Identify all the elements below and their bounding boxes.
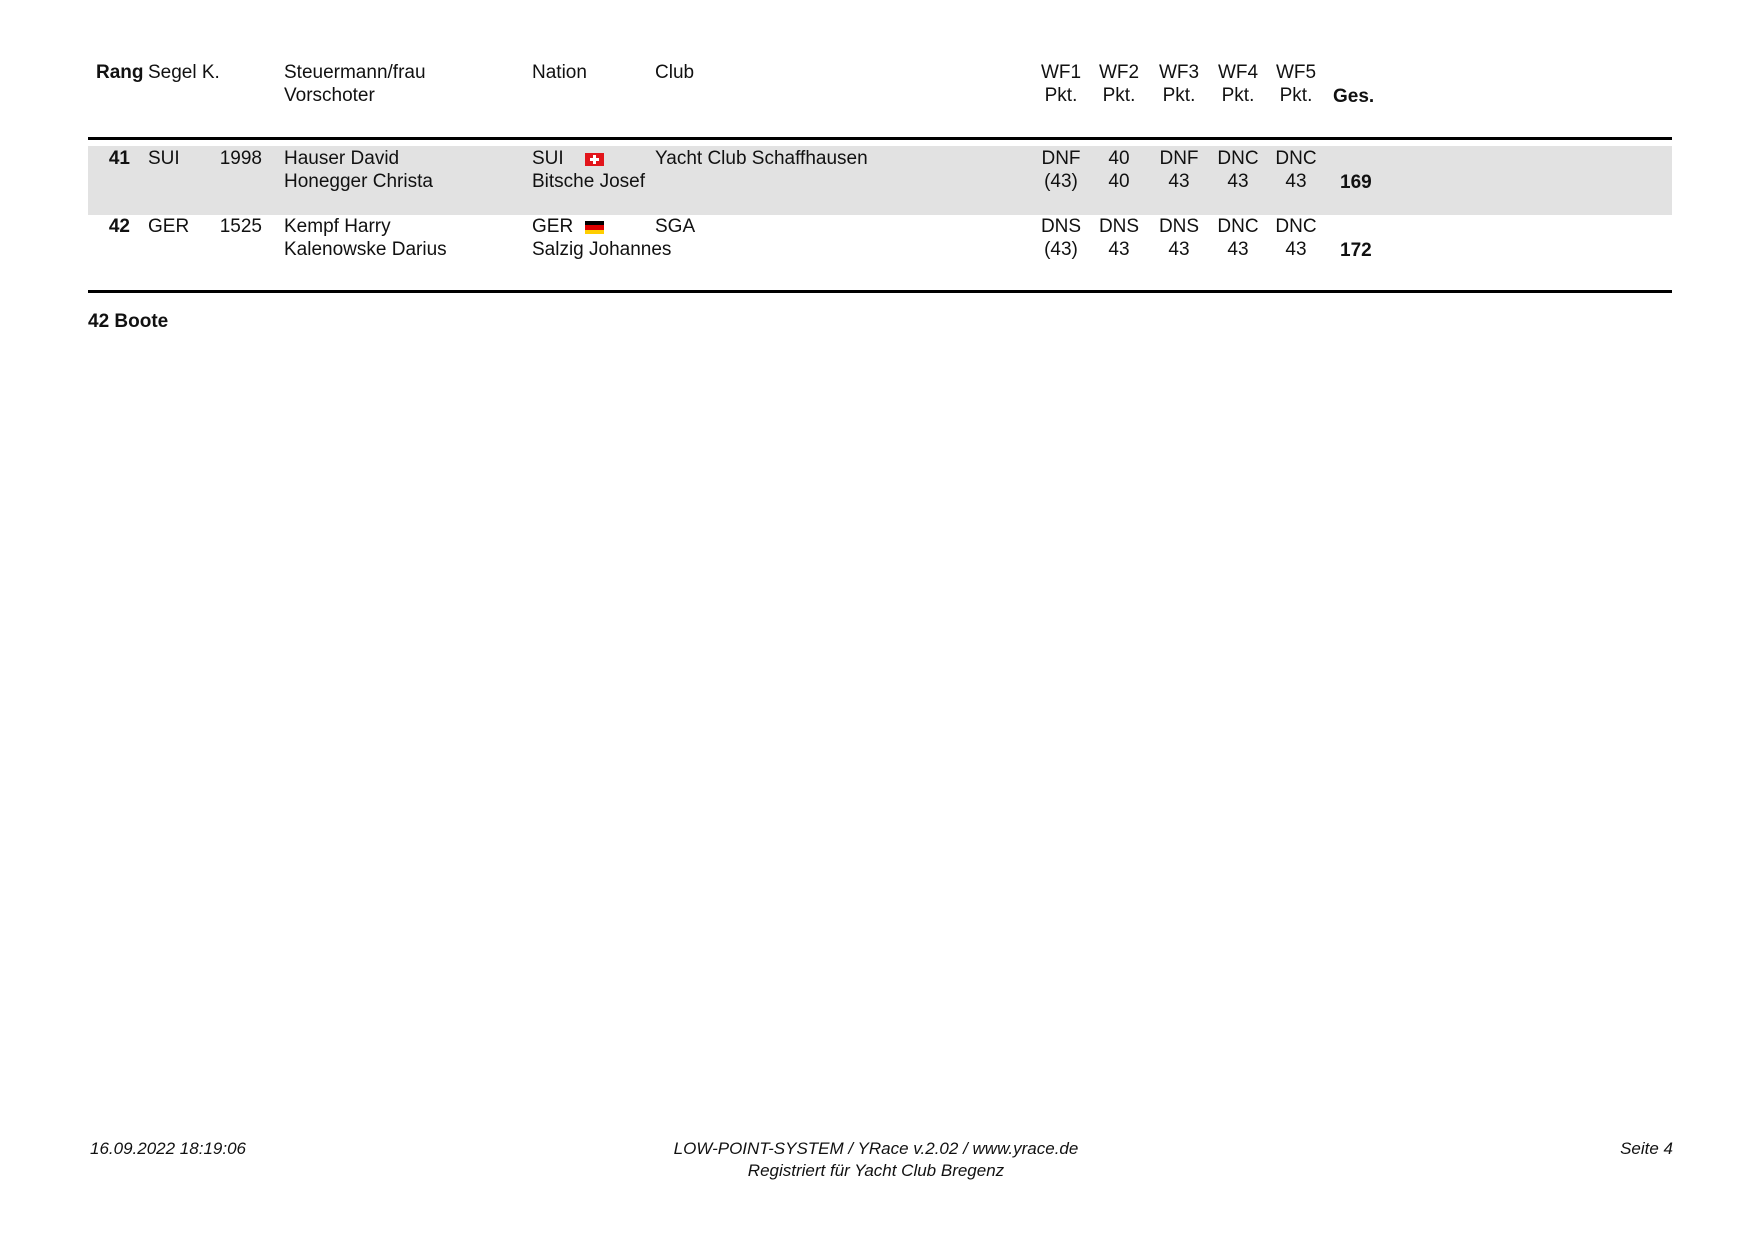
race-points-wf5: 43 — [1285, 239, 1307, 260]
col-ges-header: Ges. — [1333, 86, 1375, 107]
col-wf2-pkt: Pkt. — [1102, 85, 1136, 106]
table-bottom-rule — [88, 290, 1672, 293]
header-rule — [88, 137, 1672, 140]
col-wf3-header: WF3 — [1158, 62, 1200, 83]
page-number: Seite 4 — [1620, 1139, 1673, 1158]
race-code-wf3: DNF — [1159, 148, 1199, 169]
col-wf4-pkt: Pkt. — [1221, 85, 1255, 106]
race-points-wf3: 43 — [1168, 171, 1190, 192]
col-wf4-header: WF4 — [1217, 62, 1259, 83]
race-code-wf4: DNC — [1217, 216, 1259, 237]
race-code-wf1: DNS — [1040, 216, 1082, 237]
club-name: SGA — [655, 216, 696, 237]
race-points-wf1: (43) — [1044, 171, 1078, 192]
race-points-wf4: 43 — [1227, 239, 1249, 260]
col-wf5-header: WF5 — [1275, 62, 1317, 83]
nation-code: GER — [532, 216, 574, 237]
registration-note: Registriert für Yacht Club Bregenz — [747, 1161, 1005, 1180]
total-points: 172 — [1340, 240, 1372, 261]
print-timestamp: 16.09.2022 18:19:06 — [90, 1139, 246, 1158]
race-code-wf2: DNS — [1098, 216, 1140, 237]
race-code-wf3: DNS — [1158, 216, 1200, 237]
germany-flag-icon — [585, 221, 604, 234]
col-wf1-pkt: Pkt. — [1044, 85, 1078, 106]
rank: 42 — [108, 216, 130, 237]
col-segel-header: Segel K. — [148, 62, 220, 83]
col-steuermann-header: Steuermann/frau — [284, 62, 426, 83]
race-points-wf3: 43 — [1168, 239, 1190, 260]
col-wf3-pkt: Pkt. — [1162, 85, 1196, 106]
scoring-system: LOW-POINT-SYSTEM / YRace v.2.02 / www.yrace.de — [673, 1139, 1079, 1158]
switzerland-flag-icon — [585, 153, 604, 166]
nation-code: SUI — [532, 148, 564, 169]
additional-crew: Bitsche Josef — [532, 171, 645, 192]
race-points-wf2: 43 — [1108, 239, 1130, 260]
race-code-wf1: DNF — [1041, 148, 1081, 169]
race-code-wf2: 40 — [1108, 148, 1130, 169]
helm-name: Kempf Harry — [284, 216, 391, 237]
boat-count: 42 Boote — [88, 311, 169, 332]
race-points-wf1: (43) — [1044, 239, 1078, 260]
race-points-wf5: 43 — [1285, 171, 1307, 192]
col-rang-header: Rang — [96, 62, 144, 83]
col-wf2-header: WF2 — [1098, 62, 1140, 83]
col-nation-header: Nation — [532, 62, 587, 83]
sail-country: SUI — [148, 148, 180, 169]
col-wf1-header: WF1 — [1040, 62, 1082, 83]
col-club-header: Club — [655, 62, 695, 83]
race-points-wf4: 43 — [1227, 171, 1249, 192]
sail-number: 1998 — [219, 148, 262, 169]
race-points-wf2: 40 — [1108, 171, 1130, 192]
additional-crew: Salzig Johannes — [532, 239, 672, 260]
col-wf5-pkt: Pkt. — [1279, 85, 1313, 106]
race-code-wf5: DNC — [1275, 148, 1317, 169]
sail-number: 1525 — [219, 216, 262, 237]
crew-name: Honegger Christa — [284, 171, 433, 192]
col-vorschoter-header: Vorschoter — [284, 85, 375, 106]
sail-country: GER — [148, 216, 190, 237]
race-code-wf4: DNC — [1217, 148, 1259, 169]
crew-name: Kalenowske Darius — [284, 239, 447, 260]
race-code-wf5: DNC — [1275, 216, 1317, 237]
club-name: Yacht Club Schaffhausen — [655, 148, 868, 169]
helm-name: Hauser David — [284, 148, 400, 169]
rank: 41 — [108, 148, 130, 169]
total-points: 169 — [1340, 172, 1372, 193]
